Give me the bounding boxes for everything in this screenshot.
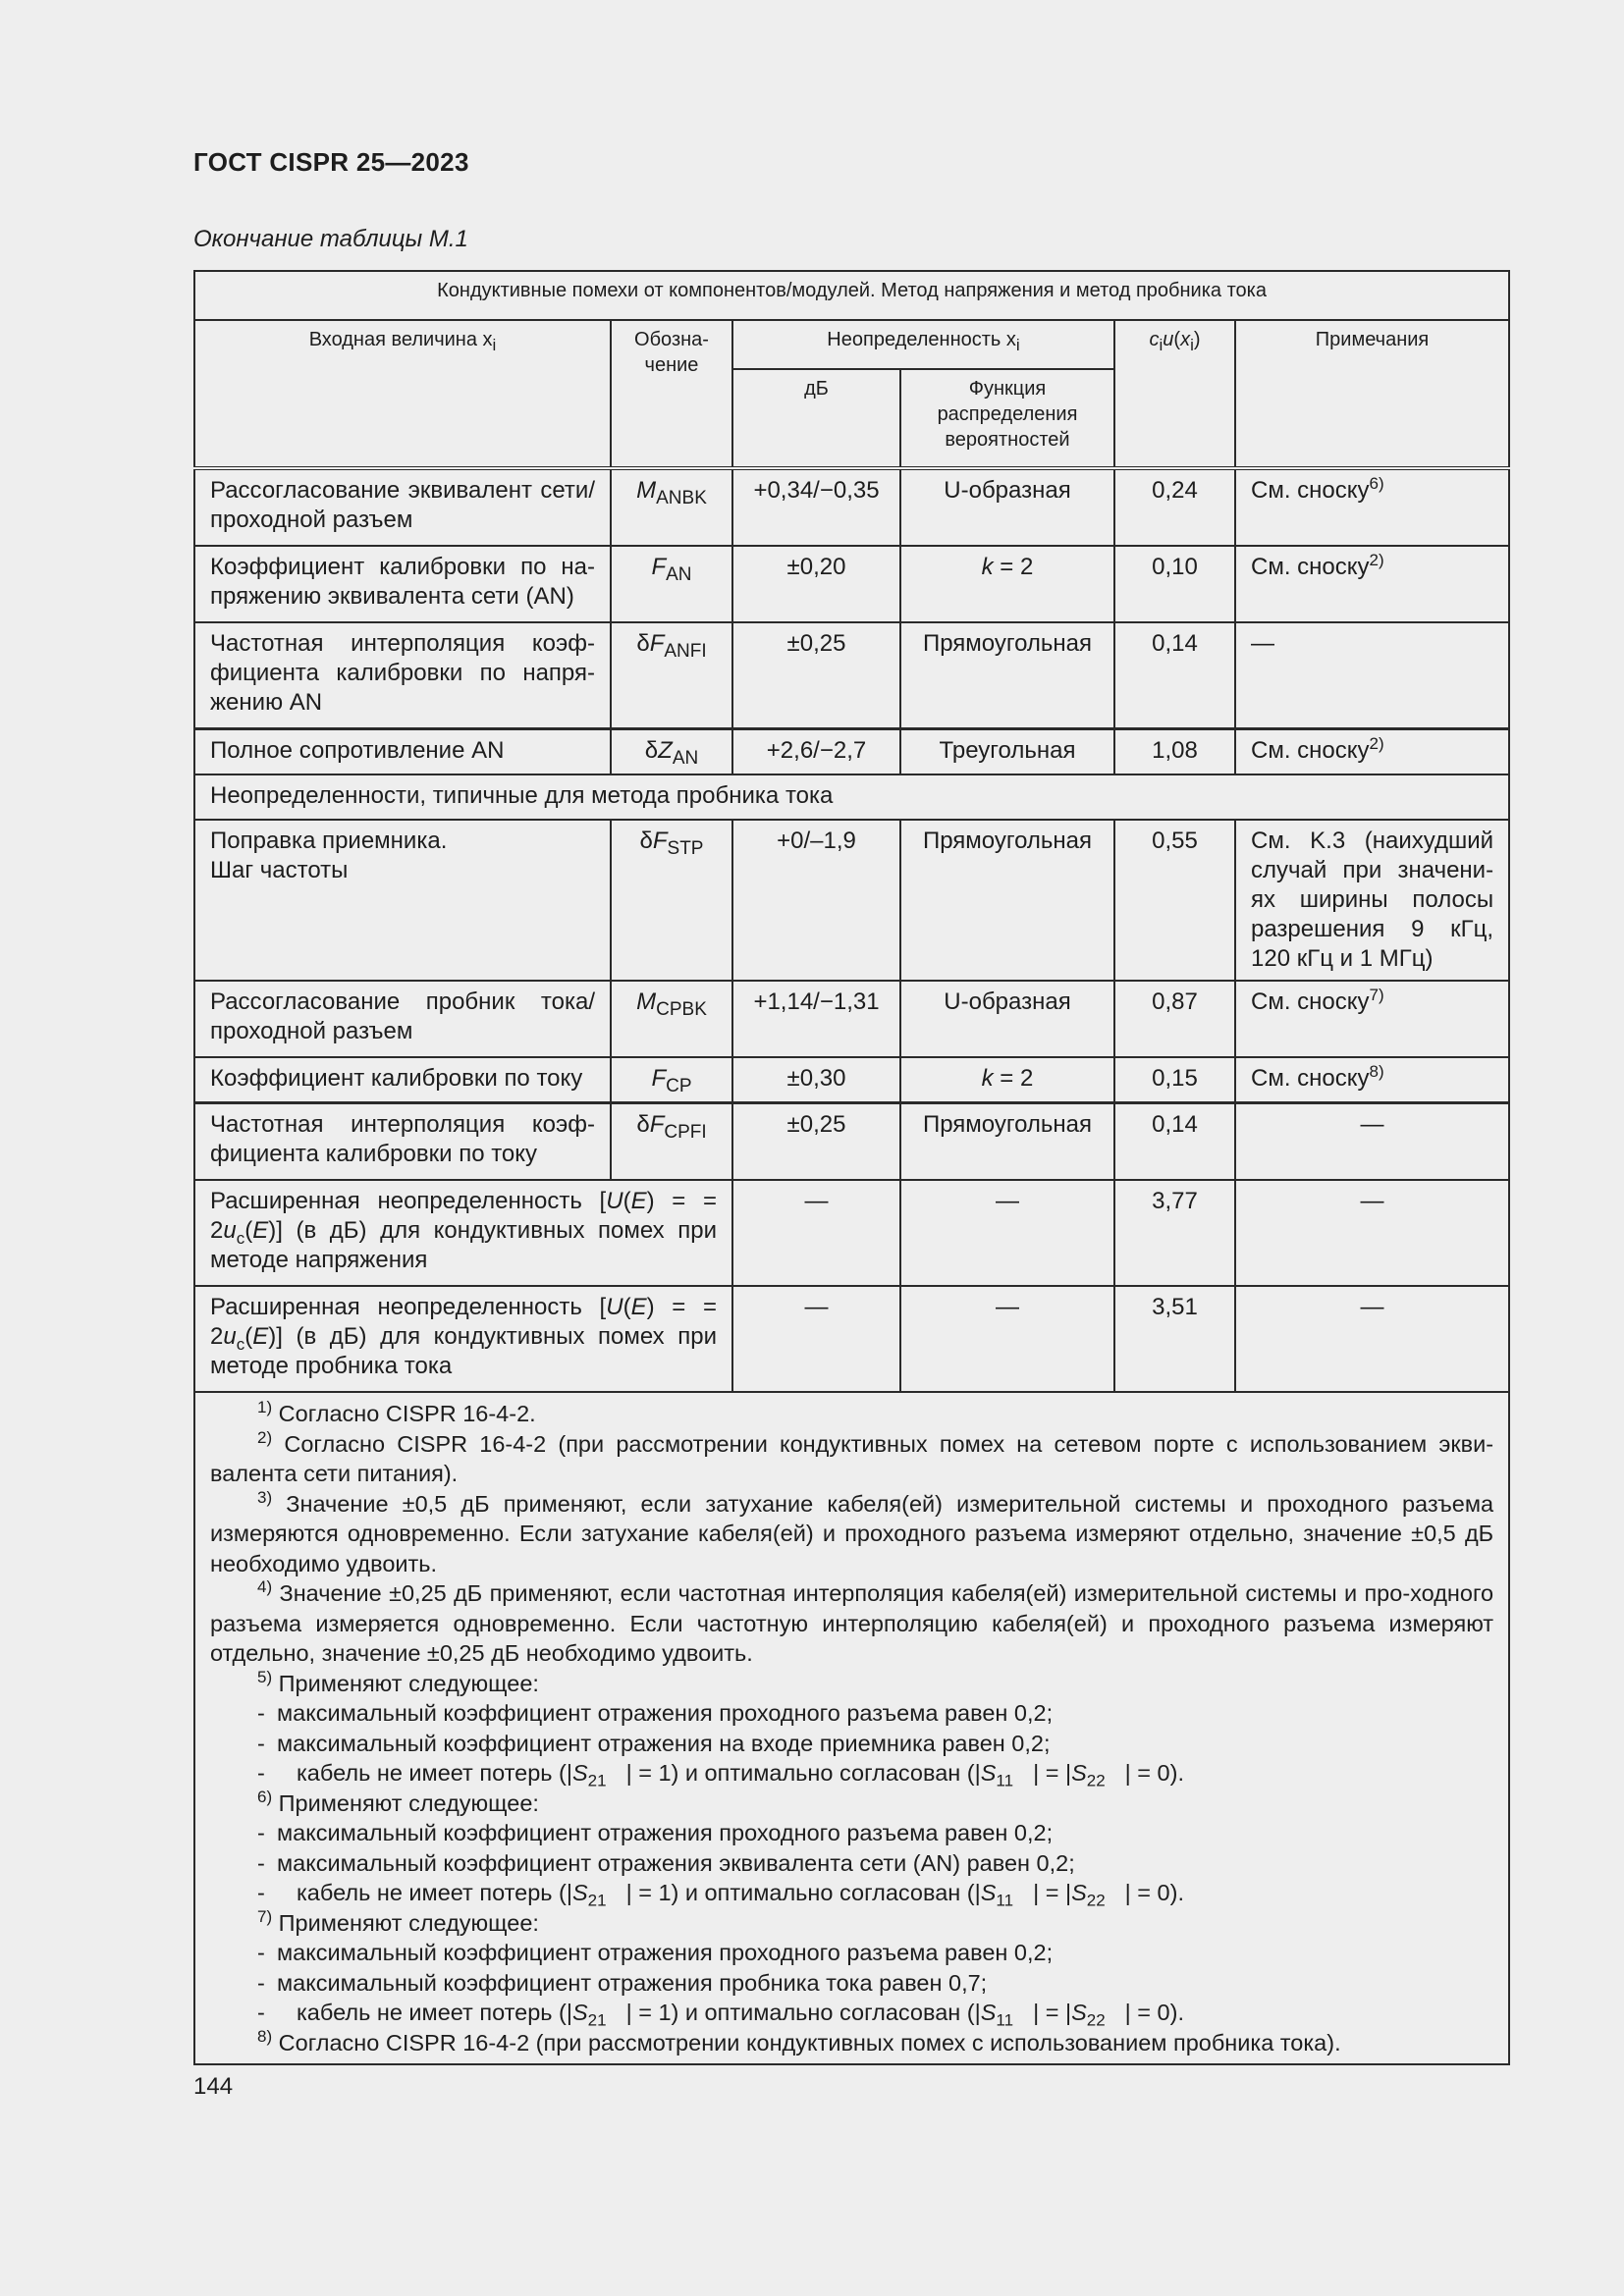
row-ciu: 0,14: [1114, 622, 1235, 729]
row-distribution: U-образная: [900, 981, 1114, 1057]
row-db: —: [732, 1180, 900, 1286]
footnote-6: $^{6)}$ Применяют следующее:: [257, 1787, 539, 1816]
expanded-row: [194, 1286, 1509, 1392]
expanded-label: Расширенная неопределенность [U(E) = = $2u_c(E)$] (в дБ) для кондуктивных помех при методе напряжения: [194, 1180, 732, 1286]
list-item: - кабель не имеет потерь ($|S_{21}$ | = 1) и оптимально согласован ($|S_{11}$ | = $|S_{22}$ | = 0).: [210, 1998, 1493, 2028]
list-item: - максимальный коэффициент отражения пробника тока равен 0,7;: [210, 1968, 1493, 1999]
row-ciu: 0,55: [1114, 820, 1235, 981]
row-input: Частотная интерполяция коэф-фициента калибровки по напря-жению AN: [194, 622, 611, 729]
row-symbol: $M_{CPBK}$: [611, 981, 732, 1057]
row-symbol: $\delta Z_{AN}$: [611, 729, 732, 775]
table-title-row: [194, 271, 1509, 320]
row-input: Поправка приемника. Шаг частоты: [194, 820, 611, 981]
table-row: [194, 622, 1509, 729]
row-db: +0/–1,9: [732, 820, 900, 981]
row-note: —: [1235, 1286, 1509, 1392]
footnote-2: $^{2)}$ Согласно CISPR 16-4-2 (при рассмотрении кондуктивных помех на сетевом порте с использованием экви-валента сети питания).: [210, 1427, 1494, 1486]
row-distribution: Треугольная: [900, 729, 1114, 775]
row-note: —: [1235, 622, 1509, 729]
row-distribution: Прямоугольная: [900, 1103, 1114, 1181]
table-row: [194, 729, 1509, 775]
row-ciu: 0,15: [1114, 1057, 1235, 1103]
row-distribution: Прямоугольная: [900, 820, 1114, 981]
header-symbol: Обозна-чение: [611, 320, 732, 468]
row-db: —: [732, 1286, 900, 1392]
list-item: - максимальный коэффициент отражения проходного разъема равен 0,2;: [210, 1698, 1493, 1729]
row-distribution: k = 2: [900, 546, 1114, 622]
list-item: - максимальный коэффициент отражения на входе приемника равен 0,2;: [210, 1729, 1493, 1759]
row-ciu: 3,51: [1114, 1286, 1235, 1392]
expanded-label: Расширенная неопределенность [U(E) = = $2u_c(E)$] (в дБ) для кондуктивных помех при методе пробника тока: [194, 1286, 732, 1392]
row-symbol: $M_{ANBK}$: [611, 468, 732, 546]
row-input: Рассогласование пробник тока/ проходной разъем: [194, 981, 611, 1057]
row-db: +1,14/−1,31: [732, 981, 900, 1057]
row-db: ±0,25: [732, 1103, 900, 1181]
row-symbol: $F_{CP}$: [611, 1057, 732, 1103]
row-input: Полное сопротивление AN: [194, 729, 611, 775]
row-db: +2,6/−2,7: [732, 729, 900, 775]
row-db: ±0,20: [732, 546, 900, 622]
row-ciu: 0,24: [1114, 468, 1235, 546]
table-row: [194, 981, 1509, 1057]
row-input: Коэффициент калибровки по на-пряжению эквивалента сети (AN): [194, 546, 611, 622]
row-symbol: $\delta F_{CPFI}$: [611, 1103, 732, 1181]
row-input: Частотная интерполяция коэф-фициента калибровки по току: [194, 1103, 611, 1181]
table-caption: Окончание таблицы М.1: [193, 226, 468, 252]
header-distribution: Функция распределения вероятностей: [900, 369, 1114, 468]
uncertainty-table: [193, 270, 1510, 2065]
row-note: См. сноску$^{6)}$: [1235, 468, 1509, 546]
row-note: См. сноску$^{8)}$: [1235, 1057, 1509, 1103]
row-db: +0,34/−0,35: [732, 468, 900, 546]
page-number: 144: [193, 2073, 234, 2100]
row-input: Рассогласование эквивалент сети/проходной разъем: [194, 468, 611, 546]
footnotes: [194, 1392, 1509, 2064]
row-distribution: U-образная: [900, 468, 1114, 546]
table-row: [194, 820, 1509, 981]
row-symbol: $\delta F_{ANFI}$: [611, 622, 732, 729]
list-item: - максимальный коэффициент отражения проходного разъема равен 0,2;: [210, 1818, 1493, 1848]
table-row: [194, 1103, 1509, 1181]
row-db: ±0,30: [732, 1057, 900, 1103]
footnote-4: $^{4)}$ Значение ±0,25 дБ применяют, если частотная интерполяция кабеля(ей) измерительной системы и про-ходного разъема измеряется одновременно. Если частотную интерполяцию кабеля(ей) и проходного разъема измеряют отдельно, значение ±0,25 дБ необходимо удвоить.: [210, 1577, 1494, 1666]
row-ciu: 0,87: [1114, 981, 1235, 1057]
section-current-probe: Неопределенности, типичные для метода пробника тока: [194, 774, 1509, 820]
list-item: - кабель не имеет потерь ($|S_{21}$ | = 1) и оптимально согласован ($|S_{11}$ | = $|S_{22}$ | = 0).: [210, 1878, 1493, 1908]
footnote-5: $^{5)}$ Применяют следующее:: [257, 1667, 539, 1696]
header-row-1: [194, 320, 1509, 369]
header-uncertainty: Неопределенность $x_i$: [732, 320, 1114, 369]
footnote-7: $^{7)}$ Применяют следующее:: [257, 1906, 539, 1936]
footnote-3: $^{3)}$ Значение ±0,5 дБ применяют, если затухание кабеля(ей) измерительной системы и проходного разъема измеряются одновременно. Если затухание кабеля(ей) и проходного разъема измеряют отдельно, значение ±0,5 дБ необходимо удвоить.: [210, 1487, 1494, 1576]
row-note: —: [1235, 1180, 1509, 1286]
header-db: дБ: [732, 369, 900, 468]
row-ciu: 0,10: [1114, 546, 1235, 622]
row-symbol: $F_{AN}$: [611, 546, 732, 622]
row-distribution: —: [900, 1286, 1114, 1392]
row-note: См. K.3 (наихудший случай при значени-ях ширины полосы разрешения 9 кГц, 120 кГц и 1 МГц): [1235, 820, 1509, 981]
table-row: [194, 546, 1509, 622]
header-input: Входная величина $x_i$: [194, 320, 611, 468]
footnotes-row: [194, 1392, 1509, 2064]
expanded-row: [194, 1180, 1509, 1286]
header-ciu: $c_iu(x_i)$: [1114, 320, 1235, 468]
footnote-8: $^{8)}$ Согласно CISPR 16-4-2 (при рассмотрении кондуктивных помех с использованием пробника тока).: [257, 2026, 1341, 2056]
table-row: [194, 1057, 1509, 1103]
section-row: [194, 774, 1509, 820]
list-item: - максимальный коэффициент отражения проходного разъема равен 0,2;: [210, 1938, 1493, 1968]
row-ciu: 0,14: [1114, 1103, 1235, 1181]
row-note: См. сноску$^{2)}$: [1235, 729, 1509, 775]
row-distribution: Прямоугольная: [900, 622, 1114, 729]
table-row: [194, 468, 1509, 546]
footnote-1: $^{1)}$ Согласно CISPR 16-4-2.: [257, 1398, 536, 1426]
list-item: - максимальный коэффициент отражения эквивалента сети (AN) равен 0,2;: [210, 1848, 1493, 1879]
row-ciu: 1,08: [1114, 729, 1235, 775]
row-input: Коэффициент калибровки по току: [194, 1057, 611, 1103]
table-title: Кондуктивные помехи от компонентов/модулей. Метод напряжения и метод пробника тока: [194, 271, 1509, 320]
row-note: См. сноску$^{7)}$: [1235, 981, 1509, 1057]
list-item: - кабель не имеет потерь ($|S_{21}$ | = 1) и оптимально согласован ($|S_{11}$ | = $|S_{22}$ | = 0).: [210, 1758, 1493, 1789]
row-note: —: [1235, 1103, 1509, 1181]
row-distribution: k = 2: [900, 1057, 1114, 1103]
header-notes: Примечания: [1235, 320, 1509, 468]
row-ciu: 3,77: [1114, 1180, 1235, 1286]
row-distribution: —: [900, 1180, 1114, 1286]
row-db: ±0,25: [732, 622, 900, 729]
row-symbol: $\delta F_{STP}$: [611, 820, 732, 981]
row-note: См. сноску$^{2)}$: [1235, 546, 1509, 622]
document-header: ГОСТ CISPR 25—2023: [193, 147, 469, 177]
